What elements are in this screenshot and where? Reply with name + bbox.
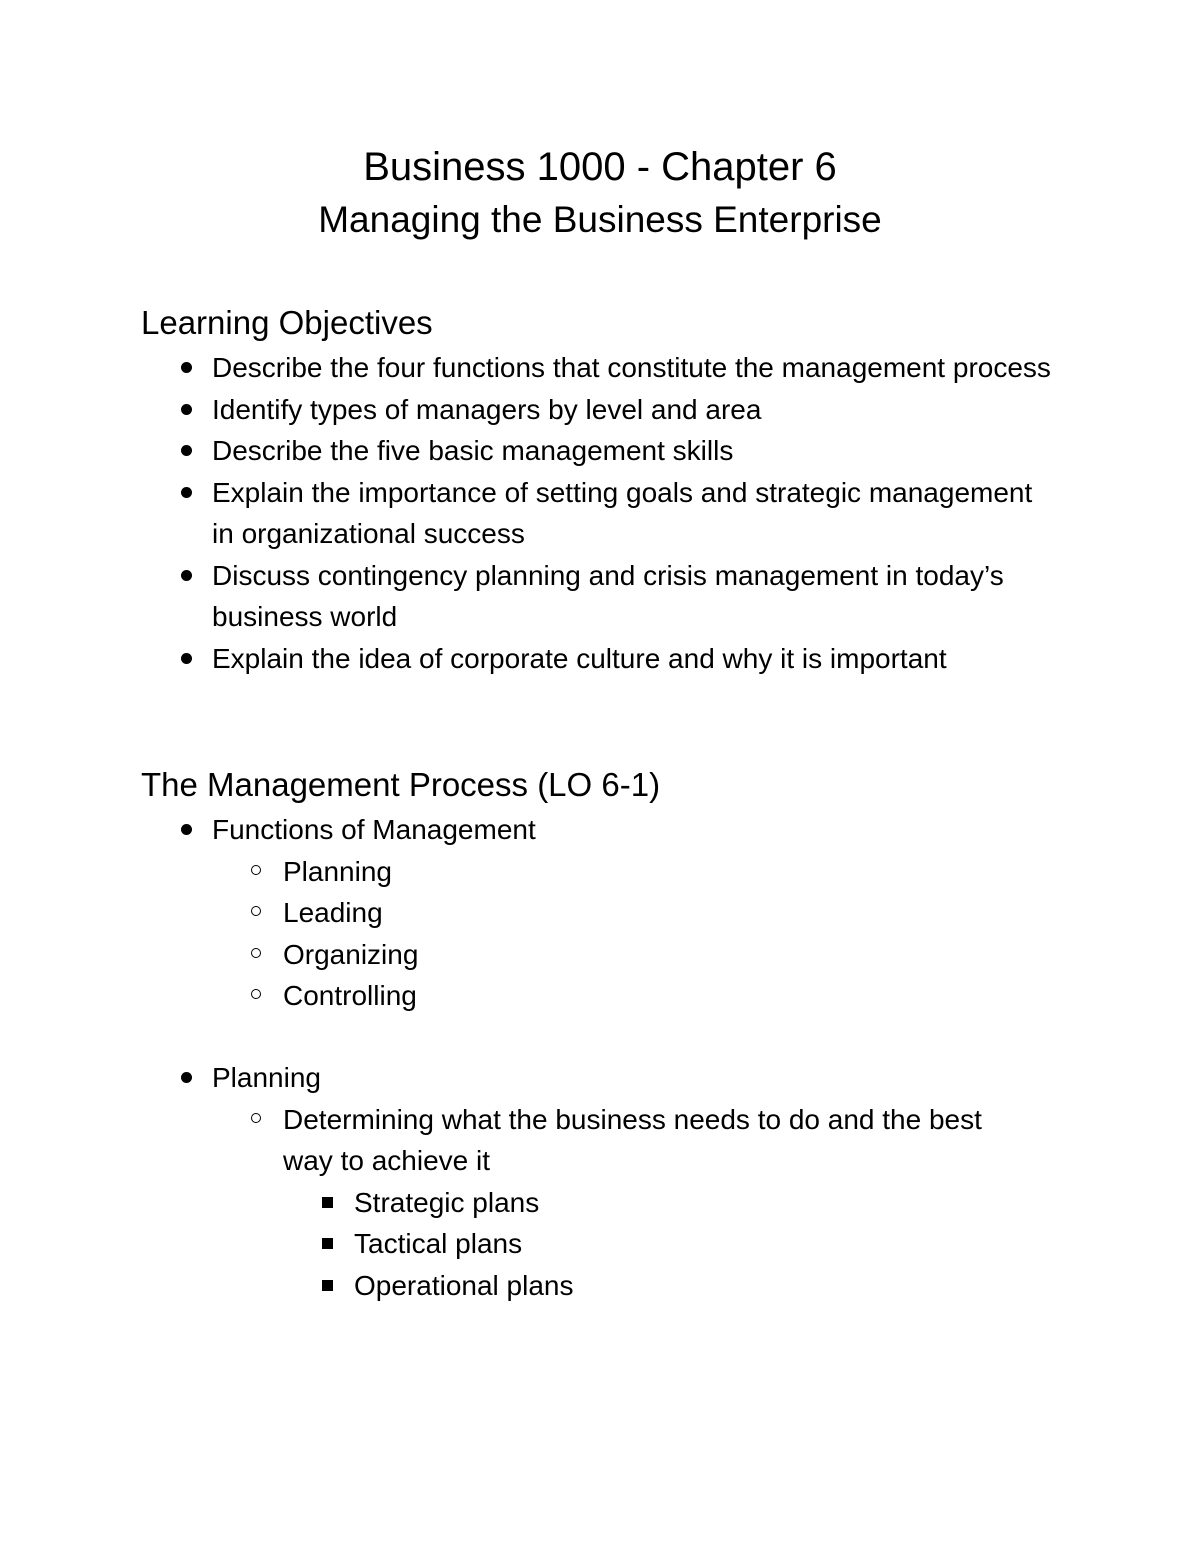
bullet-dot-icon (181, 653, 192, 664)
list-item: Operational plans (283, 1265, 1003, 1307)
bullet-square-icon (322, 1238, 333, 1249)
bullet-circle-icon (251, 865, 261, 875)
list-item: Explain the importance of setting goals and strategic management in organizational success (0, 472, 1052, 555)
list-item: Strategic plans (283, 1182, 1003, 1224)
functions-sublist (212, 851, 1052, 1017)
list-item: Tactical plans (283, 1223, 1003, 1265)
list-item: Describe the four functions that constitute the management process (0, 347, 1052, 389)
list-item: Planning Determining what the business needs to do and the best way to achieve it Strategic plans Tactical plans Operational plans (0, 1057, 1052, 1306)
bullet-dot-icon (181, 487, 192, 498)
management-process-heading: The Management Process (LO 6-1) (141, 766, 661, 803)
list-item: Discuss contingency planning and crisis management in today’s business world (0, 555, 1052, 638)
list-item: Describe the five basic management skills (0, 430, 1052, 472)
list-item: Leading (212, 892, 1003, 934)
list-item: Determining what the business needs to do and the best way to achieve it Strategic plans Tactical plans Operational plans (212, 1099, 1003, 1307)
list-item: Functions of Management Planning Leading Organizing Controlling (0, 809, 1052, 1017)
planning-sublist (212, 1099, 1052, 1307)
list-item: Organizing (212, 934, 1003, 976)
bullet-dot-icon (181, 1072, 192, 1083)
bullet-dot-icon (181, 824, 192, 835)
bullet-circle-icon (251, 1113, 261, 1123)
bullet-dot-icon (181, 362, 192, 373)
list-item: Planning (212, 851, 1003, 893)
bullet-square-icon (322, 1197, 333, 1208)
planning-list (0, 1057, 1052, 1306)
bullet-dot-icon (181, 570, 192, 581)
list-item: Explain the idea of corporate culture and why it is important (0, 638, 1052, 680)
bullet-circle-icon (251, 906, 261, 916)
document-title: Business 1000 - Chapter 6 (363, 145, 837, 189)
plan-types-list (283, 1182, 1003, 1307)
learning-objectives-heading: Learning Objectives (141, 304, 433, 341)
bullet-dot-icon (181, 445, 192, 456)
list-item: Controlling (212, 975, 1003, 1017)
bullet-circle-icon (251, 948, 261, 958)
document-subtitle: Managing the Business Enterprise (318, 199, 882, 240)
learning-objectives-list (0, 347, 1052, 679)
functions-list (0, 809, 1052, 1017)
list-item: Identify types of managers by level and area (0, 389, 1052, 431)
bullet-circle-icon (251, 989, 261, 999)
bullet-dot-icon (181, 404, 192, 415)
bullet-square-icon (322, 1280, 333, 1291)
